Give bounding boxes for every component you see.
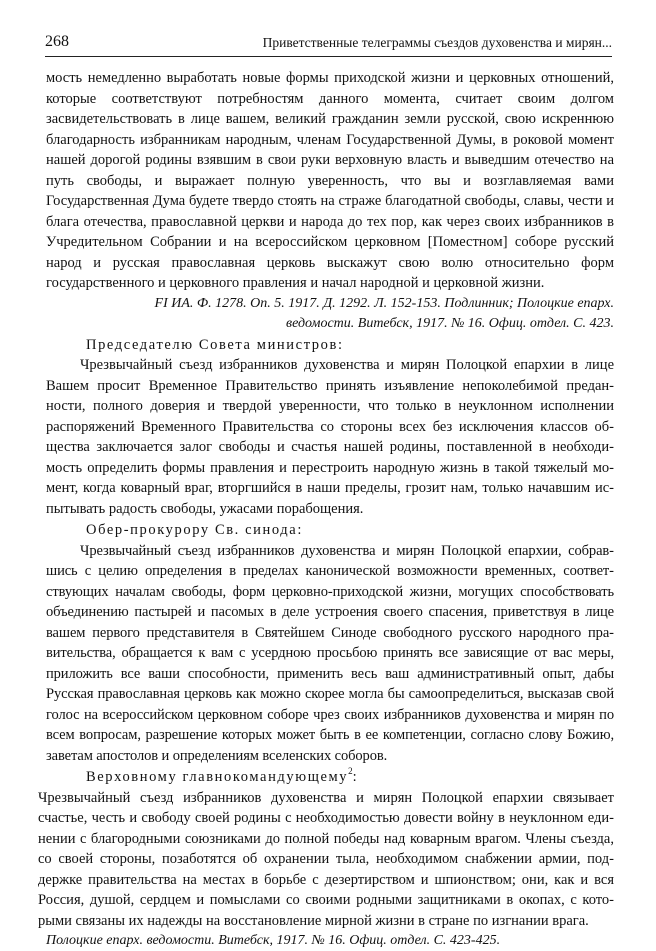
source-note-1-line-2: ведомости. Витебск, 1917. № 16. Офиц. отдел. С. 423.: [286, 315, 614, 331]
heading-commander-colon: :: [352, 769, 359, 785]
running-header: [45, 32, 612, 57]
document-body: [38, 68, 614, 951]
page-number: 268: [45, 33, 69, 50]
heading-commander-text: Верховному главнокомандующему: [86, 769, 349, 785]
heading-ober-procurator: Обер-прокурору Св. синода:: [86, 522, 303, 538]
paragraph-4: Чрезвычайный съезд избранников духовенства и мирян Полоцкой епархии связывает счастье, честь и свободу своей родины с необходимостью довести войну в неуклонном единении с благородными союзниками до полной победы над коварным врагом. Члены съезда, со своей стороны, позаботятся об охранении тыла, необходимом снабжении армии, поддержке правительства на местах в борьбе с дезертирством и шпионством; они, как и вся Россия, душой, сердцем и помыслами со своими родными защитниками в окопах, с которыми связаны их надежды на восстановление мирной жизни в стране по изгнании врага.: [38, 789, 614, 929]
paragraph-1: мость немедленно выработать новые формы приходской жизни и церковных отношений, которые соответствуют потребностям данного момента, считает своим долгом засвидетельствовать в лице вашем, великий гражданин земли русской, свою искреннюю благодарность избранникам народным, членам Государственной Думы, в роковой момент нашей дорогой родины взявшим в свои руки верховную власть и выведшим отечество на путь свободы, и выражает полную уверенность, что вы и возглавляемая вами Государственная Дума будете твердо стоять на страже благодатной свободы, славы, чести и блага отечества, православной церкви и народа до тех пор, как через своих избранников в Учредительном Собрании и на всероссийском церковном [Поместном] соборе русский народ и русская православная церковь выскажут свою волю относительно форм государственного и церковного правления и начал народной и церковной жизни.: [46, 70, 614, 291]
source-note-2: Полоцкие епарх. ведомости. Витебск, 1917. № 16. Офиц. отдел. С. 423-425.: [46, 933, 501, 948]
heading-commander: [46, 767, 614, 788]
running-title: Приветственные телеграммы съездов духовенства и мирян...: [262, 35, 612, 50]
heading-chairman: Председателю Совета министров:: [86, 336, 344, 353]
paragraph-2: Чрезвычайный съезд избранников духовенства и мирян Полоцкой епархии в лице Вашем просит Временное Правительство принять изъявление непоколебимой преданности, полного доверия и твердой уверенности, что только в неуклонном исполнении распоряжений Временного Правительства со стороны всех без исключения классов общества заключается залог свободы и счастья нашей родины, поставленной в необходимость определить формы правления и перестроить народную жизнь в такой тяжелый момент, когда коварный враг, вторгшийся в наши пределы, грозит нам, только начавшим испытывать радость свободы, ужасами порабощения.: [46, 357, 614, 517]
paragraph-3: Чрезвычайный съезд избранников духовенства и мирян Полоцкой епархии, собравшись с целию определения в пределах канонической возможности временных, соответствующих началам свободы, форм церковно-приходской жизни, могущих способствовать объединению пастырей и пасомых в деле устроения своего спасения, приветствуя в лице вашем первого представителя в Святейшем Синоде свободного русского народного правительства, обращается к вам с усердною просьбою принять все зависящие от вас меры, приложить все ваши способности, применить весь ваш административный опыт, дабы Русская православная церковь как можно скорее могла бы самоопределиться, высказав свой голос на всероссийском церковном соборе чрез своих избранников духовенства и мирян по всем вопросам, разрешение которых может быть в ее компетенции, согласно слову Божию, заветам апостолов и определениям вселенских соборов.: [46, 542, 614, 764]
footnote-marker: 2: [348, 766, 353, 776]
source-note-1-line-1: FI ИА. Ф. 1278. Оп. 5. 1917. Д. 1292. Л. 152-153. Подлинник; Полоцкие епарх.: [154, 295, 614, 311]
